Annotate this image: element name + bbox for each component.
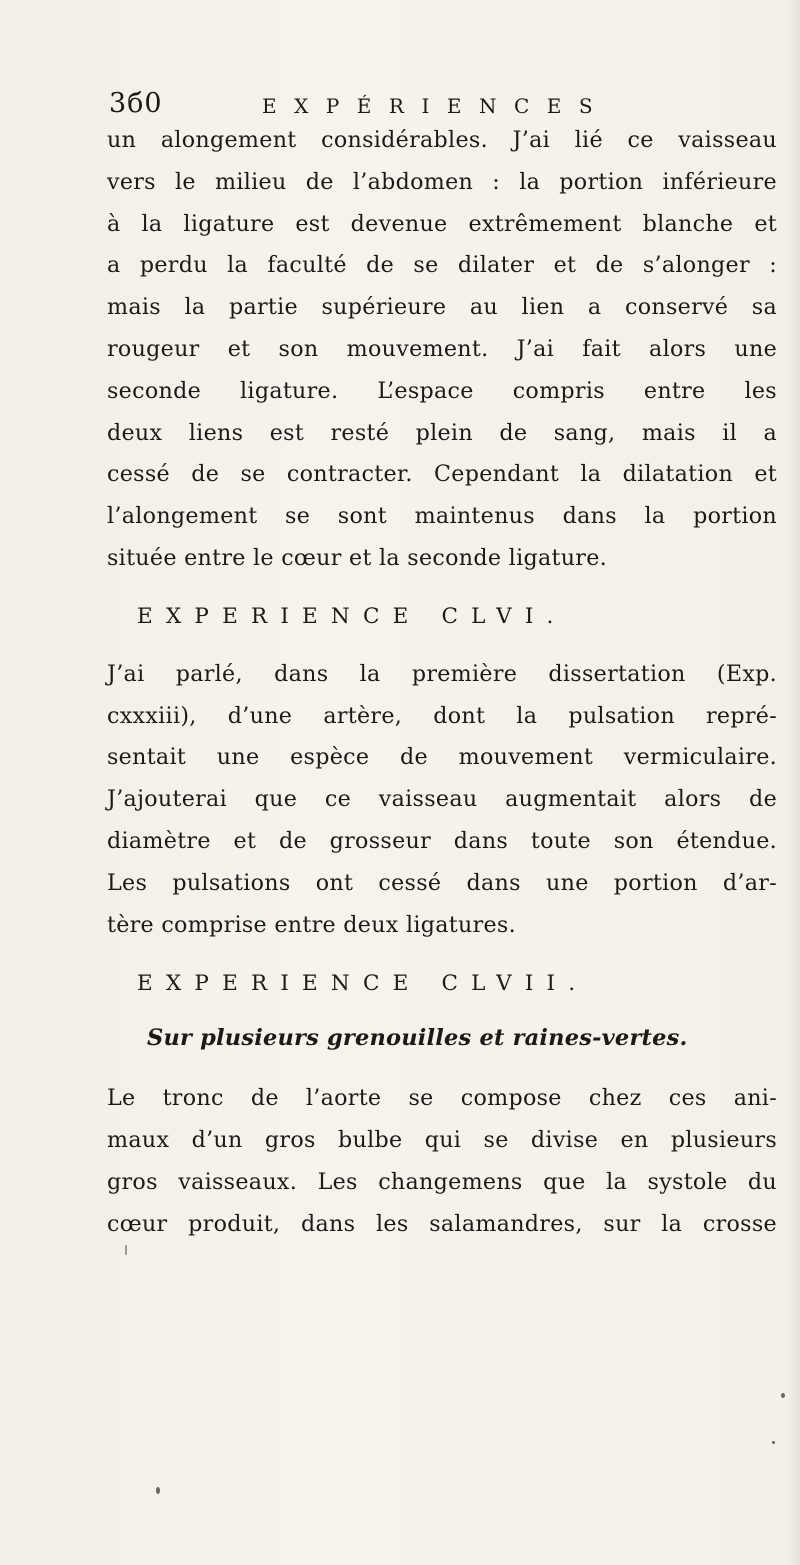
text-line: gros vaisseaux. Les changemens que la systole du [107, 1168, 777, 1195]
text-line: Les pulsations ont cessé dans une portion d’ar- [107, 869, 777, 896]
text-line: un alongement considérables. J’ai lié ce vaisseau [107, 127, 777, 153]
text-line: à la ligature est devenue extrêmement blanche et [107, 210, 777, 237]
text-line: cœur produit, dans les salamandres, sur la crosse [107, 1210, 777, 1237]
text-line: deux liens est resté plein de sang, mais il a [107, 419, 777, 446]
running-head: EXPÉRIENCES [262, 94, 611, 118]
text-line: vers le milieu de l’abdomen : la portion inférieure [107, 168, 777, 195]
page-header [109, 84, 669, 124]
ink-speck [781, 1393, 785, 1398]
ink-speck [125, 1245, 127, 1255]
text-line: seconde ligature. L’espace compris entre les [107, 377, 777, 404]
paragraph-experience-157 [107, 1078, 777, 1245]
ink-speck [772, 1441, 775, 1444]
text-line: l’alongement se sont maintenus dans la portion [107, 503, 777, 530]
page-edge-shadow [786, 0, 800, 1565]
text-line: sentait une espèce de mouvement vermiculaire. [107, 744, 777, 771]
text-line: située entre le cœur et la seconde ligature. [107, 544, 607, 571]
page-number: 3б0 [109, 88, 163, 119]
text-line: cessé de se contracter. Cependant la dilatation et [107, 461, 777, 488]
text-line: maux d’un gros bulbe qui se divise en plusieurs [107, 1127, 777, 1154]
text-line: Le tronc de l’aorte se compose chez ces ani- [107, 1085, 777, 1112]
text-line: rougeur et son mouvement. J’ai fait alors une [107, 335, 777, 362]
section-heading: EXPERIENCE CLVII. [137, 971, 589, 997]
text-line: J’ai parlé, dans la première dissertation (Exp. [107, 660, 777, 687]
text-line: diamètre et de grosseur dans toute son étendue. [107, 827, 777, 854]
paragraph-continuation [107, 120, 777, 580]
text-line: a perdu la faculté de se dilater et de s’alonger : [107, 252, 777, 279]
text-line: J’ajouterai que ce vaisseau augmentait alors de [107, 786, 777, 813]
section-subtitle: Sur plusieurs grenouilles et raines-vertes. [147, 1025, 688, 1052]
text-line: cxxxiii), d’une artère, dont la pulsation repré- [107, 702, 777, 729]
text-line: mais la partie supérieure au lien a conservé sa [107, 294, 777, 321]
page-body [107, 120, 777, 1246]
section-heading: EXPERIENCE CLVI. [137, 603, 567, 629]
paragraph-experience-156 [107, 654, 777, 947]
text-line: tère comprise entre deux ligatures. [107, 911, 516, 938]
ink-speck [156, 1487, 160, 1494]
